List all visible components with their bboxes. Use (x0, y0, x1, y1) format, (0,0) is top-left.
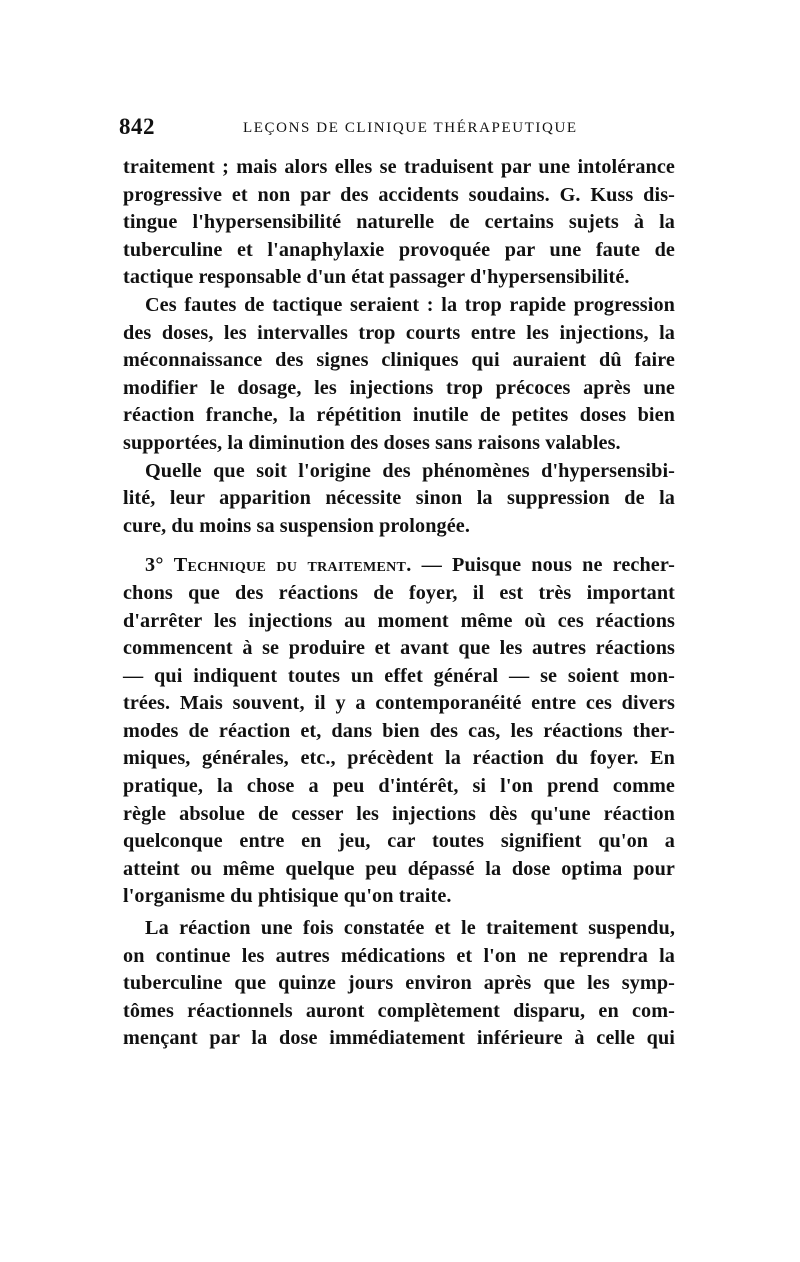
text-line: quelconque entre en jeu, car toutes signifient qu'on a (123, 830, 675, 853)
text-line: commencent à se produire et avant que les autres réactions (123, 637, 675, 660)
text-line: tuberculine et l'anaphylaxie provoquée par une faute de (123, 238, 675, 261)
text-line: — qui indiquent toutes un effet général — se soient mon- (123, 664, 675, 687)
text-line: trées. Mais souvent, il y a contemporanéité entre ces divers (123, 692, 675, 715)
text-line: d'arrêter les injections au moment même où ces réactions (123, 609, 675, 632)
text-line: traitement ; mais alors elles se traduisent par une intolérance (123, 156, 675, 178)
text-line: on continue les autres médications et l'on ne reprendra la (123, 944, 675, 967)
page-number: 842 (119, 114, 155, 139)
running-title: LEÇONS DE CLINIQUE THÉRAPEUTIQUE (243, 120, 578, 136)
section-heading-line (123, 552, 675, 580)
text-line: supportées, la diminution des doses sans raisons valables. (123, 431, 621, 454)
text-line: réaction franche, la répétition inutile de petites doses bien (123, 404, 675, 427)
text-line: méconnaissance des signes cliniques qui auraient dû faire (123, 349, 675, 372)
text-line: mençant par la dose immédiatement inférieure à celle qui (123, 1027, 675, 1050)
text-line: chons que des réactions de foyer, il est très important (123, 581, 675, 604)
text-line: règle absolue de cesser les injections dès qu'une réaction (123, 802, 675, 825)
text-line: lité, leur apparition nécessite sinon la suppression de la (123, 487, 675, 510)
text-line: tingue l'hypersensibilité naturelle de certains sujets à la (123, 211, 675, 234)
text-line: modifier le dosage, les injections trop précoces après une (123, 376, 675, 399)
text-line: cure, du moins sa suspension prolongée. (123, 514, 470, 537)
text-line: pratique, la chose a peu d'intérêt, si l'on prend comme (123, 775, 675, 798)
body-text (123, 154, 675, 1053)
text-fragment: — Puisque nous ne recher- (421, 554, 675, 577)
text-line: l'organisme du phtisique qu'on traite. (123, 885, 452, 908)
text-line: atteint ou même quelque peu dépassé la dose optima pour (123, 857, 675, 880)
text-line: Ces fautes de tactique seraient : la trop rapide progression (145, 293, 675, 316)
text-line: tactique responsable d'un état passager d'hypersensibilité. (123, 266, 630, 289)
section-heading: 3° Technique du traitement. (145, 554, 412, 577)
text-line: modes de réaction et, dans bien des cas, les réactions ther- (123, 719, 675, 742)
running-head (119, 114, 679, 144)
text-line: miques, générales, etc., précèdent la réaction du foyer. En (123, 747, 675, 770)
text-line: Quelle que soit l'origine des phénomènes d'hypersensibi- (145, 459, 675, 482)
text-line: tuberculine que quinze jours environ après que les symp- (123, 972, 675, 995)
text-line: des doses, les intervalles trop courts entre les injections, la (123, 321, 675, 344)
text-line: tômes réactionnels auront complètement disparu, en com- (123, 999, 675, 1022)
text-line: progressive et non par des accidents soudains. G. Kuss dis- (123, 183, 675, 206)
text-line: La réaction une fois constatée et le traitement suspendu, (145, 917, 675, 940)
